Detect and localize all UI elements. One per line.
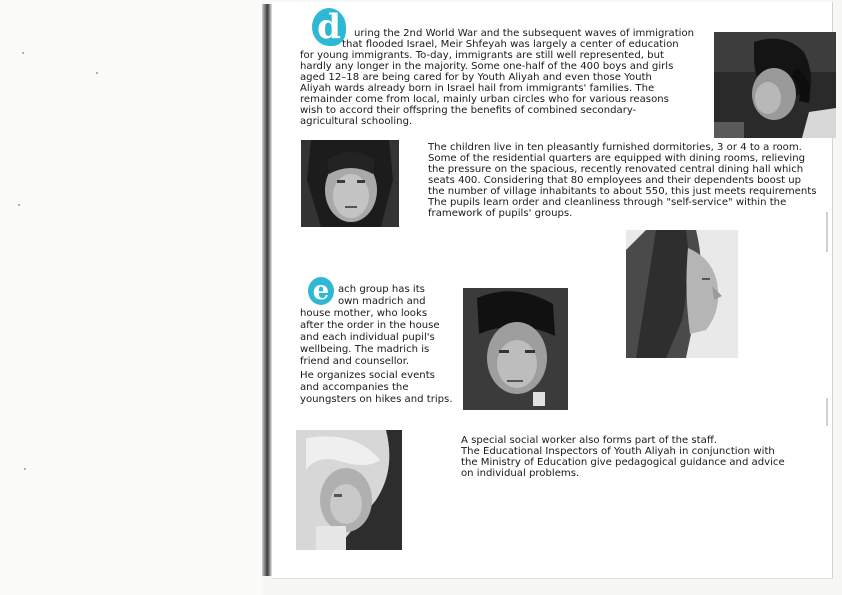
groups-line: house mother, who looks	[300, 308, 428, 319]
staff-line: The Educational Inspectors of Youth Aliyah in conjunction with	[461, 446, 775, 457]
dorm-line: framework of pupils' groups.	[428, 208, 573, 219]
groups-line: and each individual pupil's	[300, 332, 435, 343]
intro-line: Aliyah wards already born in Israel hail from immigrants' families. The	[300, 83, 655, 94]
page-edge-mark	[826, 212, 828, 252]
photo-girl-profile	[626, 230, 738, 358]
photo-boy-looking-down	[463, 288, 568, 410]
groups-line: wellbeing. The madrich is	[300, 344, 430, 355]
groups-line: ach group has its	[338, 284, 425, 295]
staff-line: A special social worker also forms part of the staff.	[461, 435, 717, 446]
brochure-page	[272, 2, 833, 579]
dorm-line: Some of the residential quarters are equipped with dining rooms, relieving	[428, 153, 806, 164]
drop-cap-e	[308, 277, 334, 305]
intro-line: uring the 2nd World War and the subsequent waves of immigration	[354, 28, 695, 39]
intro-line: aged 12–18 are being cared for by Youth Aliyah and even those Youth	[300, 72, 652, 83]
groups-line: youngsters on hikes and trips.	[300, 394, 453, 405]
dorm-line: the number of village inhabitants to about 550, this just meets requirements	[428, 186, 817, 197]
dorm-line: The children live in ten pleasantly furnished dormitories, 3 or 4 to a room.	[428, 142, 802, 153]
intro-line: agricultural schooling.	[300, 116, 413, 127]
staff-line: the Ministry of Education give pedagogical guidance and advice	[461, 457, 785, 468]
intro-line: remainder come from local, mainly urban circles who for various reasons	[300, 94, 669, 105]
groups-line: own madrich and	[338, 296, 426, 307]
page-edge-mark	[826, 398, 828, 426]
drop-cap-d	[312, 8, 346, 46]
photo-girl-face	[301, 140, 399, 227]
staff-line: on individual problems.	[461, 468, 580, 479]
dorm-line: seats 400. Considering that 80 employees and their dependents boost up	[428, 175, 802, 186]
groups-line: friend and counsellor.	[300, 356, 410, 367]
intro-line: that flooded Israel, Meir Shfeyah was largely a center of education	[342, 39, 679, 50]
facing-page	[0, 0, 262, 595]
drop-cap-letter: d	[317, 7, 341, 47]
drop-cap-letter: e	[312, 276, 330, 306]
dorm-line: The pupils learn order and cleanliness through "self-service" within the	[428, 197, 787, 208]
groups-line: He organizes social events	[300, 370, 435, 381]
groups-line: after the order in the house	[300, 320, 440, 331]
intro-line: for young immigrants. To-day, immigrants are still well represented, but	[300, 50, 664, 61]
book-spine	[262, 4, 272, 576]
photo-boy-profile	[714, 32, 836, 138]
photo-blond-child	[296, 430, 402, 550]
groups-line: and accompanies the	[300, 382, 409, 393]
dorm-line: the pressure on the spacious, recently renovated central dining hall which	[428, 164, 804, 175]
intro-line: hardly any longer in the majority. Some one-half of the 400 boys and girls	[300, 61, 674, 72]
intro-line: wish to accord their offspring the benefits of combined secondary-	[300, 105, 637, 116]
